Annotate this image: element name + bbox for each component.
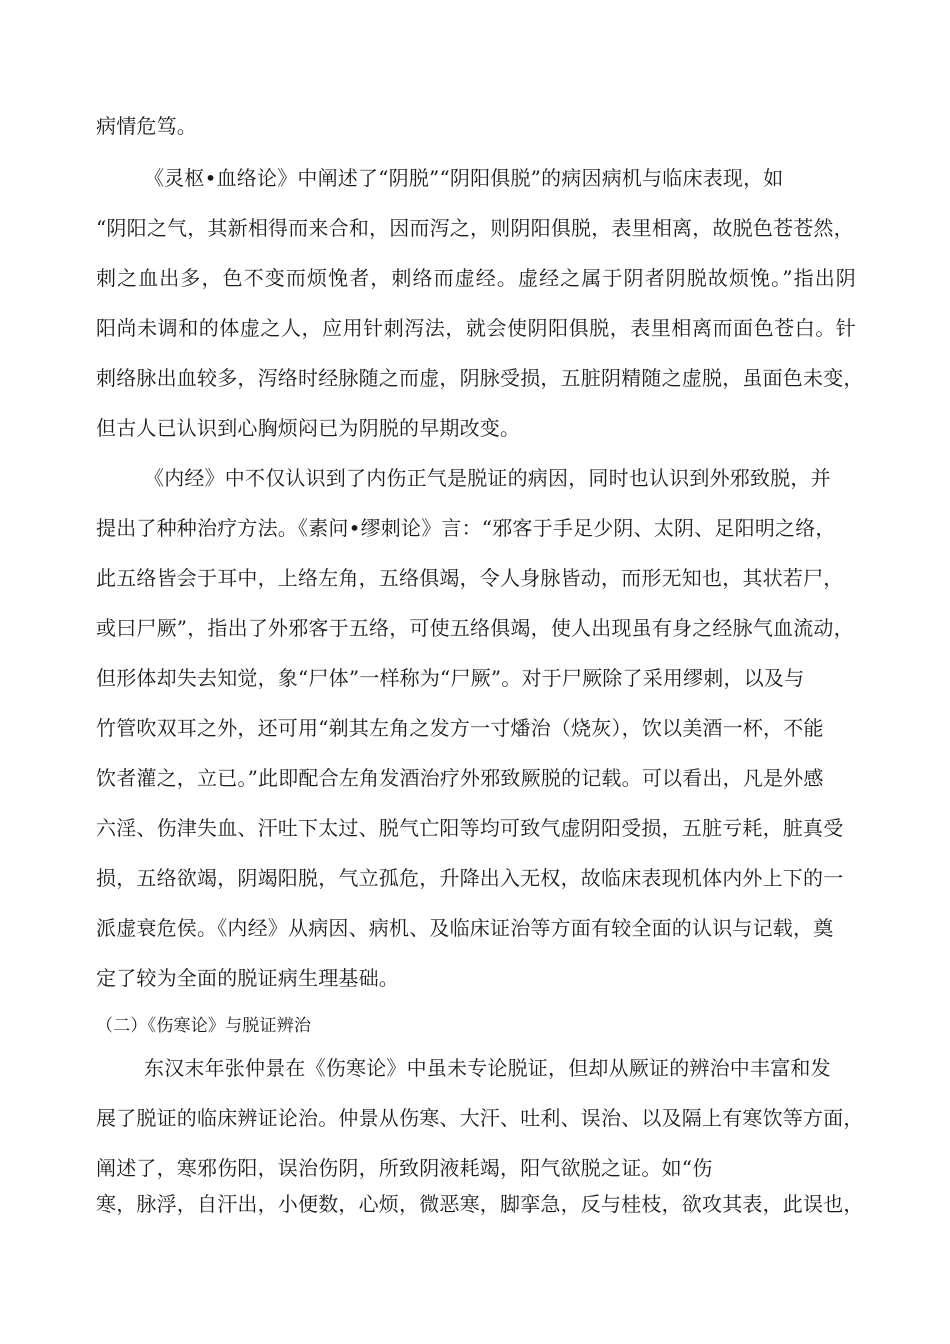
paragraph-line: 竹管吹双耳之外，还可用“剃其左角之发方一寸燔治（烧灰），饮以美酒一杯，不能 [96, 716, 824, 740]
paragraph-line: 刺之血出多，色不变而烦悗者，刺络而虚经。虚经之属于阴者阴脱故烦悗。”指出阴 [96, 266, 856, 290]
paragraph-line: 此五络皆会于耳中，上络左角，五络俱竭，令人身脉皆动，而形无知也，其状若尸， [96, 566, 844, 590]
paragraph-line: 阳尚未调和的体虚之人，应用针刺泻法，就会使阴阳俱脱，表里相离而面色苍白。针 [96, 316, 856, 340]
paragraph-line: 病情危笃。 [96, 114, 197, 138]
paragraph-line: 损，五络欲竭，阴竭阳脱，气立孤危，升降出入无权，故临床表现机体内外上下的一 [96, 866, 844, 890]
paragraph-line: 展了脱证的临床辨证论治。仲景从伤寒、大汗、吐利、误治、以及隔上有寒饮等方面， [96, 1106, 864, 1130]
paragraph-line: 或曰尸厥”，指出了外邪客于五络，可使五络俱竭，使人出现虽有身之经脉气血流动， [96, 616, 854, 640]
paragraph-line: 定了较为全面的脱证病生理基础。 [96, 966, 399, 990]
paragraph-line: 刺络脉出血较多，泻络时经脉随之而虚，阴脉受损，五脏阴精随之虚脱，虽面色未变， [96, 366, 864, 390]
section-heading: （二）《伤寒论》与脱证辨治 [96, 1016, 312, 1036]
paragraph-line: 寒，脉浮，自汗出，小便数，心烦，微恶寒，脚挛急，反与桂枝，欲攻其表，此误也， [96, 1192, 864, 1216]
paragraph-line: 《内经》中不仅认识到了内伤正气是脱证的病因，同时也认识到外邪致脱，并 [144, 466, 831, 490]
paragraph-line: 提出了种种治疗方法。《素问•缪刺论》言：“邪客于手足少阴、太阴、足阳明之络， [96, 516, 836, 540]
paragraph-line: 东汉末年张仲景在《伤寒论》中虽未专论脱证，但却从厥证的辨治中丰富和发 [144, 1056, 831, 1080]
paragraph-line: 《灵枢•血络论》中阐述了“阴脱”“阴阳俱脱”的病因病机与临床表现，如 [144, 166, 784, 190]
paragraph-line: 派虚衰危侯。《内经》从病因、病机、及临床证治等方面有较全面的认识与记载，奠 [96, 916, 834, 940]
paragraph-line: 但形体却失去知觉，象“尸体”一样称为“尸厥”。对于尸厥除了采用缪刺，以及与 [96, 666, 805, 690]
paragraph-line: 但古人已认识到心胸烦闷已为阴脱的早期改变。 [96, 416, 521, 440]
paragraph-line: 饮者灌之，立已。”此即配合左角发酒治疗外邪致厥脱的记载。可以看出，凡是外感 [96, 766, 824, 790]
paragraph-line: 阐述了，寒邪伤阳，误治伤阴，所致阴液耗竭，阳气欲脱之证。如“伤 [96, 1156, 713, 1180]
paragraph-line: “阴阳之气，其新相得而来合和，因而泻之，则阴阳俱脱，表里相离，故脱色苍苍然， [96, 216, 854, 240]
paragraph-line: 六淫、伤津失血、汗吐下太过、脱气亡阳等均可致气虚阴阳受损，五脏亏耗，脏真受 [96, 816, 844, 840]
